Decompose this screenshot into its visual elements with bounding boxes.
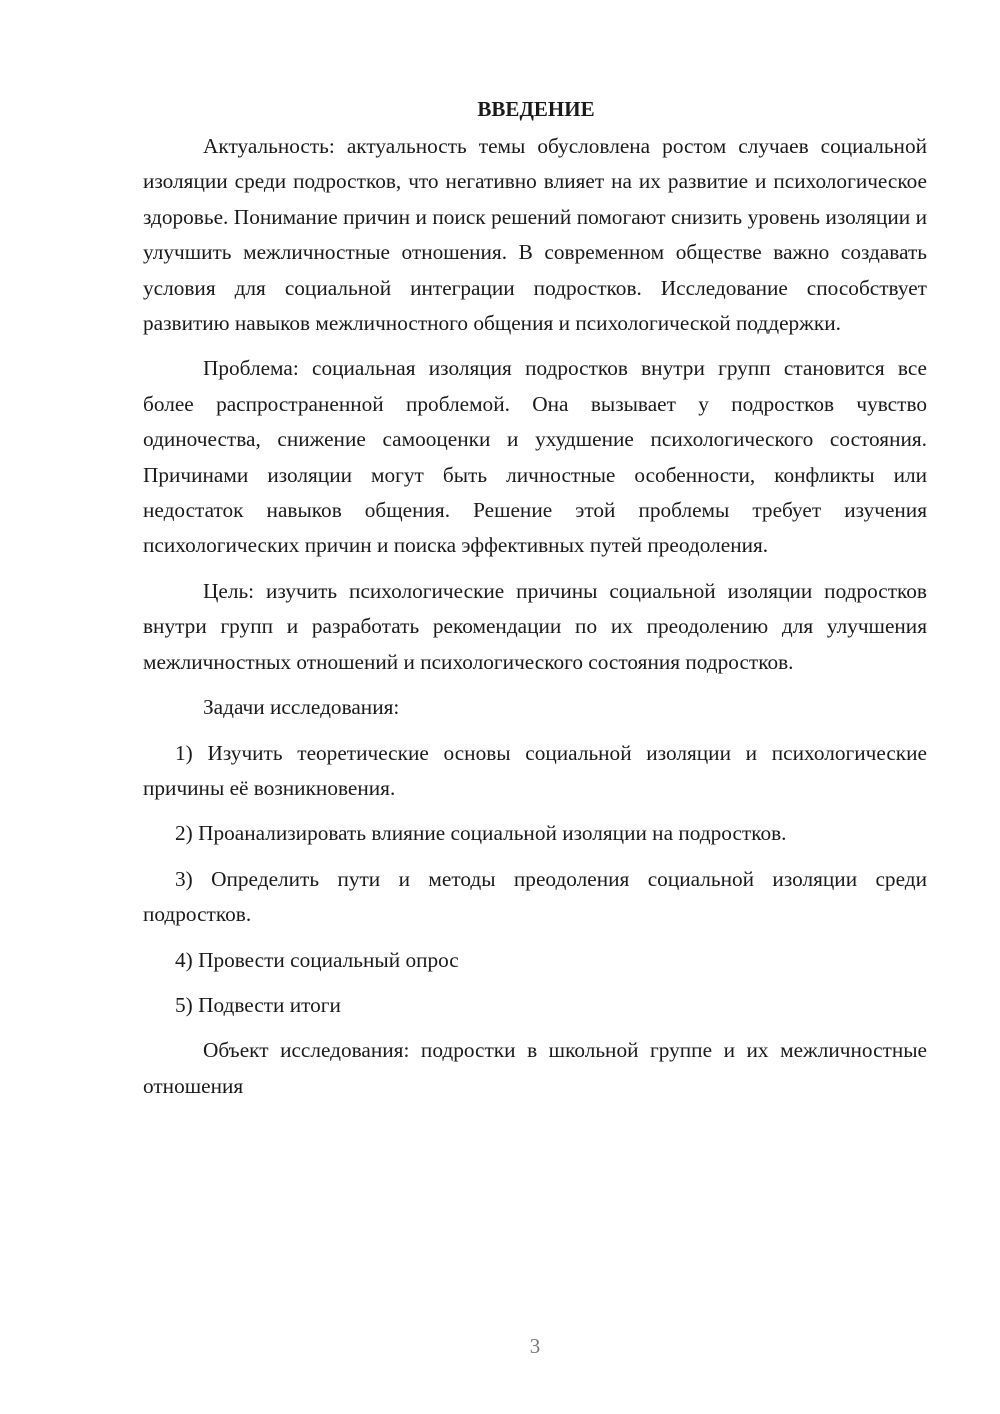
task-item-1: 1) Изучить теоретические основы социальной изоляции и психологические причины её возникновения. [143,740,927,800]
goal-paragraph: Цель: изучить психологические причины социальной изоляции подростков внутри групп и разработать рекомендации по их преодолению для улучшения межличностных отношений и психологического состояния подростков. [143,578,927,674]
tasks-title: Задачи исследования: [203,695,400,720]
section-heading: ВВЕДЕНИЕ [477,97,595,121]
task-item-2: 2) Проанализировать влияние социальной изоляции на подростков. [175,821,787,846]
relevance-paragraph: Актуальность: актуальность темы обусловлена ростом случаев социальной изоляции среди подростков, что негативно влияет на их развитие и психологическое здоровье. Понимание причин и поиск решений помогают снизить уровень изоляции и улучшить межличностные отношения. В современном обществе важно создавать условия для социальной интеграции подростков. Исследование способствует развитию навыков межличностного общения и психологической поддержки. [143,134,927,336]
document-page [143,92,927,1114]
page-number: 3 [529,1334,541,1358]
task-item-4: 4) Провести социальный опрос [175,947,459,972]
problem-paragraph: Проблема: социальная изоляция подростков внутри групп становится все более распространенной проблемой. Она вызывает у подростков чувство одиночества, снижение самооценки и ухудшение психологического состояния. Причинами изоляции могут быть личностные особенности, конфликты или недостаток навыков общения. Решение этой проблемы требует изучения психологических причин и поиска эффективных путей преодоления. [143,356,927,558]
task-item-3: 3) Определить пути и методы преодоления социальной изоляции среди подростков. [143,866,927,927]
task-item-5: 5) Подвести итоги [175,992,341,1017]
object-paragraph: Объект исследования: подростки в школьной группе и их межличностные отношения [143,1038,927,1098]
